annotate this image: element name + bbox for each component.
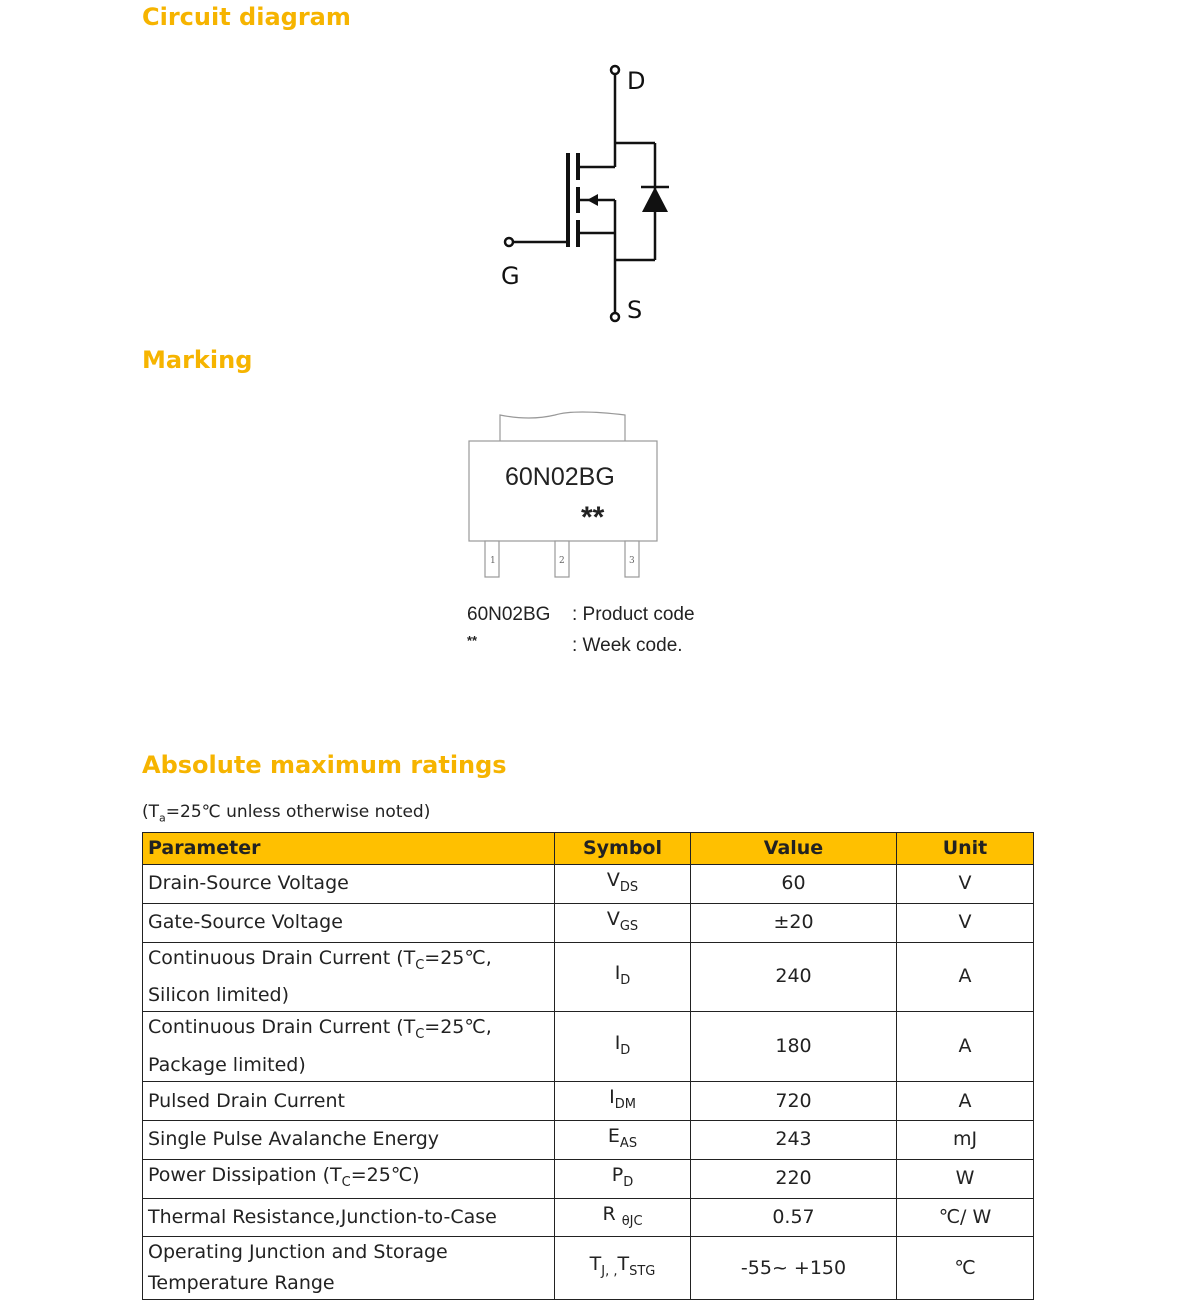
symbol-cell: $V_{GS}$ [555, 903, 691, 942]
table-row [143, 1082, 1034, 1121]
drain-terminal [611, 66, 619, 74]
absolute-maximum-ratings-table [142, 832, 1034, 1300]
header-unit: Unit [897, 833, 1034, 865]
legend-code: ** [467, 633, 478, 648]
source-label: S [627, 296, 643, 324]
param-cell: Single Pulse Avalanche Energy [143, 1120, 555, 1159]
symbol-cell: $I_D$ [555, 1012, 691, 1082]
symbol-cell: $I_{DM}$ [555, 1082, 691, 1121]
drain-label: D [627, 67, 646, 95]
unit-cell: mJ [897, 1120, 1034, 1159]
value-cell: 243 [691, 1120, 897, 1159]
unit-cell: A [897, 1012, 1034, 1082]
ratings-title: Absolute maximum ratings [142, 751, 507, 779]
header-value: Value [691, 833, 897, 865]
marking-product-code: 60N02BG [505, 463, 615, 491]
value-cell: 60 [691, 865, 897, 904]
param-cell: Thermal Resistance,Junction-to-Case [143, 1198, 555, 1237]
legend-desc: : Week code. [572, 635, 683, 656]
value-cell: ±20 [691, 903, 897, 942]
unit-cell: W [897, 1159, 1034, 1198]
diode-symbol [642, 187, 668, 212]
table-row [143, 1012, 1034, 1082]
symbol-cell: R $_{\theta JC}$ [555, 1198, 691, 1237]
table-row [143, 942, 1034, 1012]
param-cell: Continuous Drain Current ($T_C=25℃$, Package limited) [143, 1012, 555, 1082]
package-marking-drawing [460, 405, 720, 590]
table-row [143, 1120, 1034, 1159]
pin-number-2: 2 [559, 556, 565, 566]
circuit-diagram-title: Circuit diagram [142, 3, 351, 31]
value-cell: 220 [691, 1159, 897, 1198]
header-symbol: Symbol [555, 833, 691, 865]
pin-number-1: 1 [490, 556, 496, 566]
ratings-condition-note: ($T_a=25℃$ unless otherwise noted) [142, 802, 431, 825]
table-row [143, 1198, 1034, 1237]
symbol-cell: $I_D$ [555, 942, 691, 1012]
table-header-row [143, 833, 1034, 865]
param-cell: Pulsed Drain Current [143, 1082, 555, 1121]
table-row [143, 1159, 1034, 1198]
marking-title: Marking [142, 346, 253, 374]
value-cell: -55~ +150 [691, 1237, 897, 1300]
legend-code: 60N02BG [467, 604, 551, 625]
marking-week-code: ** [581, 501, 605, 534]
param-cell: Continuous Drain Current ($T_C=25℃$, Silicon limited) [143, 942, 555, 1012]
symbol-cell: $E_{AS}$ [555, 1120, 691, 1159]
gate-terminal [505, 238, 513, 246]
unit-cell: A [897, 1082, 1034, 1121]
table-row [143, 903, 1034, 942]
value-cell: 0.57 [691, 1198, 897, 1237]
value-cell: 720 [691, 1082, 897, 1121]
unit-cell: V [897, 865, 1034, 904]
param-cell: Gate-Source Voltage [143, 903, 555, 942]
unit-cell: ℃/ W [897, 1198, 1034, 1237]
symbol-cell: $T_{J, ,}T_{STG}$ [555, 1237, 691, 1300]
symbol-cell: $P_D$ [555, 1159, 691, 1198]
value-cell: 180 [691, 1012, 897, 1082]
unit-cell: A [897, 942, 1034, 1012]
table-row [143, 865, 1034, 904]
unit-cell: ℃ [897, 1237, 1034, 1300]
value-cell: 240 [691, 942, 897, 1012]
param-cell: Power Dissipation $(T_C=25℃)$ [143, 1159, 555, 1198]
table-row [143, 1237, 1034, 1300]
param-cell: Operating Junction and Storage Temperature Range [143, 1237, 555, 1300]
source-terminal [611, 313, 619, 321]
gate-label: G [501, 262, 520, 290]
param-cell: Drain-Source Voltage [143, 865, 555, 904]
mosfet-circuit-diagram [490, 55, 690, 330]
header-parameter: Parameter [143, 833, 555, 865]
unit-cell: V [897, 903, 1034, 942]
pin-number-3: 3 [629, 556, 635, 566]
legend-desc: : Product code [572, 604, 695, 625]
symbol-cell: $V_{DS}$ [555, 865, 691, 904]
